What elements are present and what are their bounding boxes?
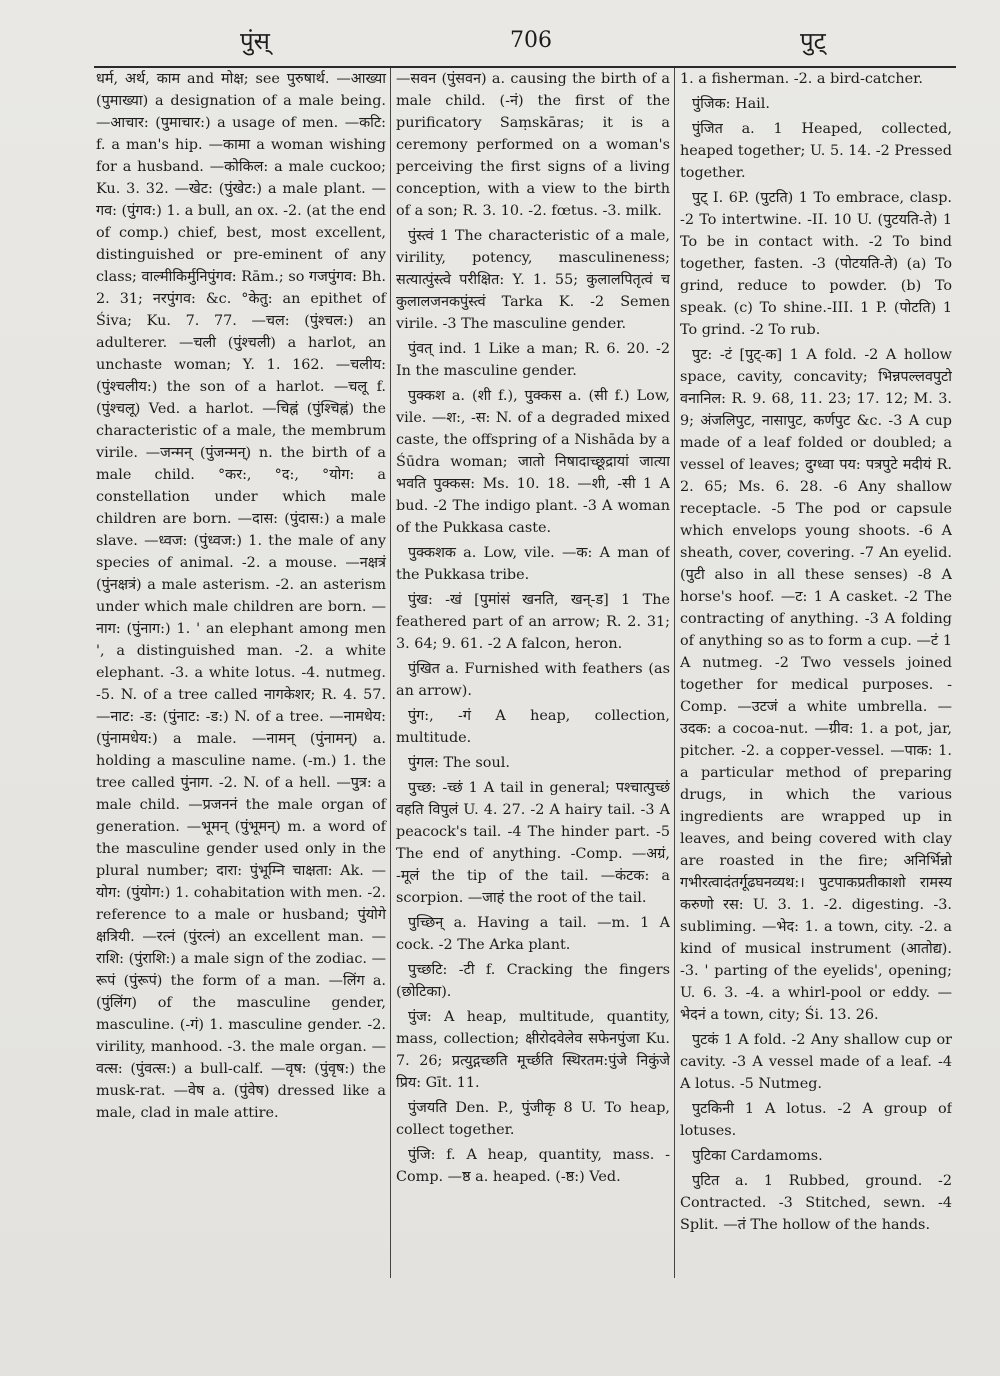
dictionary-entry: पुक्कश a. (शी f.), पुक्कस a. (सी f.) Low, vile. —श:, -स: N. of a degraded mixed caste, the offspring of a Nishāda by a Śūdra woman; जातो निषादाच्छूद्रायां जात्या भवति पुक्कस: Ms. 10. 18. —शी, -सी 1 A bud. -2 The indigo plant. -3 A woman of the Pukkasa caste. [396, 388, 670, 536]
column-2 [396, 68, 670, 1288]
dictionary-entry: पुंवत् ind. 1 Like a man; R. 6. 20. -2 In the masculine gender. [396, 341, 670, 379]
dictionary-entry: पुट: -टं [पुट्-क] 1 A fold. -2 A hollow space, cavity, concavity; भिन्नपल्लवपुटो वनानिल: R. 9. 68, 11. 23; 17. 12; M. 3. 9; अंजलिपुट, नासापुट, कर्णपुट &c. -3 A cup made of a leaf folded or doubled; a vessel of leaves; दुग्ध्वा पय: पत्रपुटे मदीयं R. 2. 65; Ms. 6. 28. -6 Any shallow receptacle. -5 The pod or capsule which envelops young shoots. -6 A sheath, cover, covering. -7 An eyelid. (पुटी also in all these senses) -8 A horse's hoof. —ट: 1 A casket. -2 The contracting of anything. -3 A folding of anything so as to form a cup. —टं 1 A nutmeg. -2 Two vessels joined together for medical purposes. -Comp. —उटजं a white umbrella. —उदक: a cocoa-nut. —ग्रीव: 1. a pot, jar, pitcher. -2. a copper-vessel. —पाक: 1. a particular method of preparing drugs, in which the various ingredients are wrapped up in leaves, and being covered with clay are roasted in the fire; अनिर्भिन्नो गभीरत्वादंतर्गूढघनव्यथ:। पुटपाकप्रतीकाशो रामस्य करुणो रस: U. 3. 1. -2. digesting. -3. subliming. —भेद: 1. a town, city. -2. a kind of musical instrument (आतोद्य). -3. ' parting of the eyelids', opening; U. 6. 3. -4. a whirl-pool or eddy. —भेदनं a town, city; Śi. 13. 26. [680, 347, 952, 1023]
dictionary-entry: पुट् I. 6P. (पुटति) 1 To embrace, clasp. -2 To intertwine. -II. 10 U. (पुटयति-ते) 1 To be in contact with. -2 To bind together, fasten. -3 (पोटयति-ते) (a) To grind, reduce to powder. (b) To speak. (c) To shine.-III. 1 P. (पोटति) 1 To grind. -2 To rub. [680, 190, 952, 338]
column-1 [96, 68, 390, 1288]
dictionary-entry: पुच्छिन् a. Having a tail. —m. 1 A cock. -2 The Arka plant. [396, 915, 670, 953]
dictionary-entry: पुंग:, -गं A heap, collection, multitude. [396, 708, 670, 746]
dictionary-entry: पुंज: A heap, multitude, quantity, mass, collection; क्षीरोदवेलेव सफेनपुंजा Ku. 7. 26; प्रत्युद्गच्छति मूर्च्छति स्थिरतम:पुंजे निकुंजे प्रिय: Gīt. 11. [396, 1009, 670, 1091]
dictionary-entry: पुंजिक: Hail. [692, 96, 770, 112]
dictionary-entry: पुंगल: The soul. [408, 755, 510, 771]
column-divider [390, 68, 391, 1278]
dictionary-entry: पुंख: -खं [पुमांसं खनति, खन्-ड] 1 The feathered part of an arrow; R. 2. 31; 3. 64; 9. 61. -2 A falcon, heron. [396, 592, 670, 652]
dictionary-entry: पुच्छटि: -टी f. Cracking the fingers (छोटिका). [396, 962, 670, 1000]
dictionary-entry: पुच्छ: -च्छं 1 A tail in general; पश्चात्पुच्छं वहति विपुलं U. 4. 27. -2 A hairy tail. -3 A peacock's tail. -4 The hinder part. -5 The end of anything. -Comp. —अग्रं, -मूलं the tip of the tail. —कंटक: a scorpion. —जाहं the root of the tail. [396, 780, 670, 906]
page-header [90, 22, 960, 66]
dictionary-entry: पुंजयति Den. P., पुंजीकृ 8 U. To heap, collect together. [396, 1100, 670, 1138]
dictionary-entry: पुक्कशक a. Low, vile. —क: A man of the Pukkasa tribe. [396, 545, 670, 583]
column-divider [674, 68, 675, 1278]
column-3 [680, 68, 952, 1288]
dictionary-entry: पुटकिनी 1 A lotus. -2 A group of lotuses. [680, 1101, 952, 1139]
dictionary-entry: —सवन (पुंसवन) a. causing the birth of a male child. (-नं) the first of the purificatory Saṃskāras; it is a ceremony performed on a woman's perceiving the first signs of a living conception, with a view to the birth of a son; R. 3. 10. -2. fœtus. -3. milk. [396, 71, 670, 219]
dictionary-entry: पुटिका Cardamoms. [692, 1148, 823, 1164]
dictionary-entry: पुटित a. 1 Rubbed, ground. -2 Contracted. -3 Stitched, sewn. -4 Split. —तं The hollow of the hands. [680, 1173, 952, 1233]
dictionary-entry: पुंस्त्वं 1 The characteristic of a male, virility, potency, masculineness; सत्यात्पुंस्त्वे परीक्षित: Y. 1. 55; कुलालपितृत्वं च कुलालजनकपुंस्त्वं Tarka K. -2 Semen virile. -3 The masculine gender. [396, 228, 670, 332]
dictionary-entry: पुंजित a. 1 Heaped, collected, heaped together; U. 5. 14. -2 Pressed together. [680, 121, 952, 181]
dictionary-entry: पुटकं 1 A fold. -2 Any shallow cup or cavity. -3 A vessel made of a leaf. -4 A lotus. -5 Nutmeg. [680, 1032, 952, 1092]
dictionary-entry: पुंखित a. Furnished with feathers (as an arrow). [396, 661, 670, 699]
dictionary-entry: धर्म, अर्थ, काम and मोक्ष; see पुरुषार्थ. —आख्या (पुमाख्या) a designation of a male being. —आचार: (पुमाचार:) a usage of men. —कटि: f. a man's hip. —कामा a woman wishing for a husband. —कोकिल: a male cuckoo; Ku. 3. 32. —खेट: (पुंखेट:) a male plant. —गव: (पुंगव:) 1. a bull, an ox. -2. (at the end of comp.) chief, best, most excellent, distinguished or pre-eminent of any class; वाल्मीकिर्मुनिपुंगव: Rām.; so गजपुंगव: Bh. 2. 31; नरपुंगव: &c. °केतु: an epithet of Śiva; Ku. 7. 77. —चल: (पुंश्चल:) an adulterer. —चली (पुंश्चली) a harlot, an unchaste woman; Y. 1. 162. —चलीय: (पुंश्चलीय:) the son of a harlot. —चलू f. (पुंश्चलू) Ved. a harlot. —चिह्नं (पुंश्चिह्नं) the characteristic of a male, the membrum virile. —जन्मन् (पुंजन्मन्) n. the birth of a male child. °कर:, °द:, °योग: a constellation under which male children are born. —दास: (पुंदास:) a male slave. —ध्वज: (पुंध्वज:) 1. the male of any species of animal. -2. a mouse. —नक्षत्रं (पुंनक्षत्रं) a male asterism. -2. an asterism under which male children are born. —नाग: (पुंनाग:) 1. ' an elephant among men ', a distinguished man. -2. a white elephant. -3. a white lotus. -4. nutmeg. -5. N. of a tree called नागकेशर; R. 4. 57. —नाट: -ड: (पुंनाट: -ड:) N. of a tree. —नामधेय: (पुंनामधेय:) a male. —नामन् (पुंनामन्) a. holding a masculine name. (-m.) 1. the tree called पुंनाग. -2. N. of a hell. —पुत्र: a male child. —प्रजननं the male organ of generation. —भूमन् (पुंभूमन्) m. a word of the masculine gender used only in the plural number; दारा: पुंभूम्नि चाक्षता: Ak. —योग: (पुंयोग:) 1. cohabitation with men. -2. reference to a male or husband; पुंयोगे क्षत्रियी. —रत्नं (पुंरत्नं) an excellent man. —राशि: (पुंराशि:) a male sign of the zodiac. —रूपं (पुंरूपं) the form of a man. —लिंग a. (पुंलिंग) of the masculine gender, masculine. (-गं) 1. masculine gender. -2. virility, manhood. -3. the male organ. —वत्स: (पुंवत्स:) a bull-calf. —वृष: (पुंवृष:) the musk-rat. —वेष a. (पुंवेष) dressed like a male, clad in male attire. [96, 71, 386, 1121]
dictionary-entry: पुंजि: f. A heap, quantity, mass. -Comp. —ष्ठ a. heaped. (-ष्ठ:) Ved. [396, 1147, 670, 1185]
right-running-head: पुट् [800, 27, 826, 55]
page-number: 706 [510, 28, 552, 53]
dictionary-entry: 1. a fisherman. -2. a bird-catcher. [680, 71, 923, 87]
left-running-head: पुंस् [240, 27, 270, 55]
